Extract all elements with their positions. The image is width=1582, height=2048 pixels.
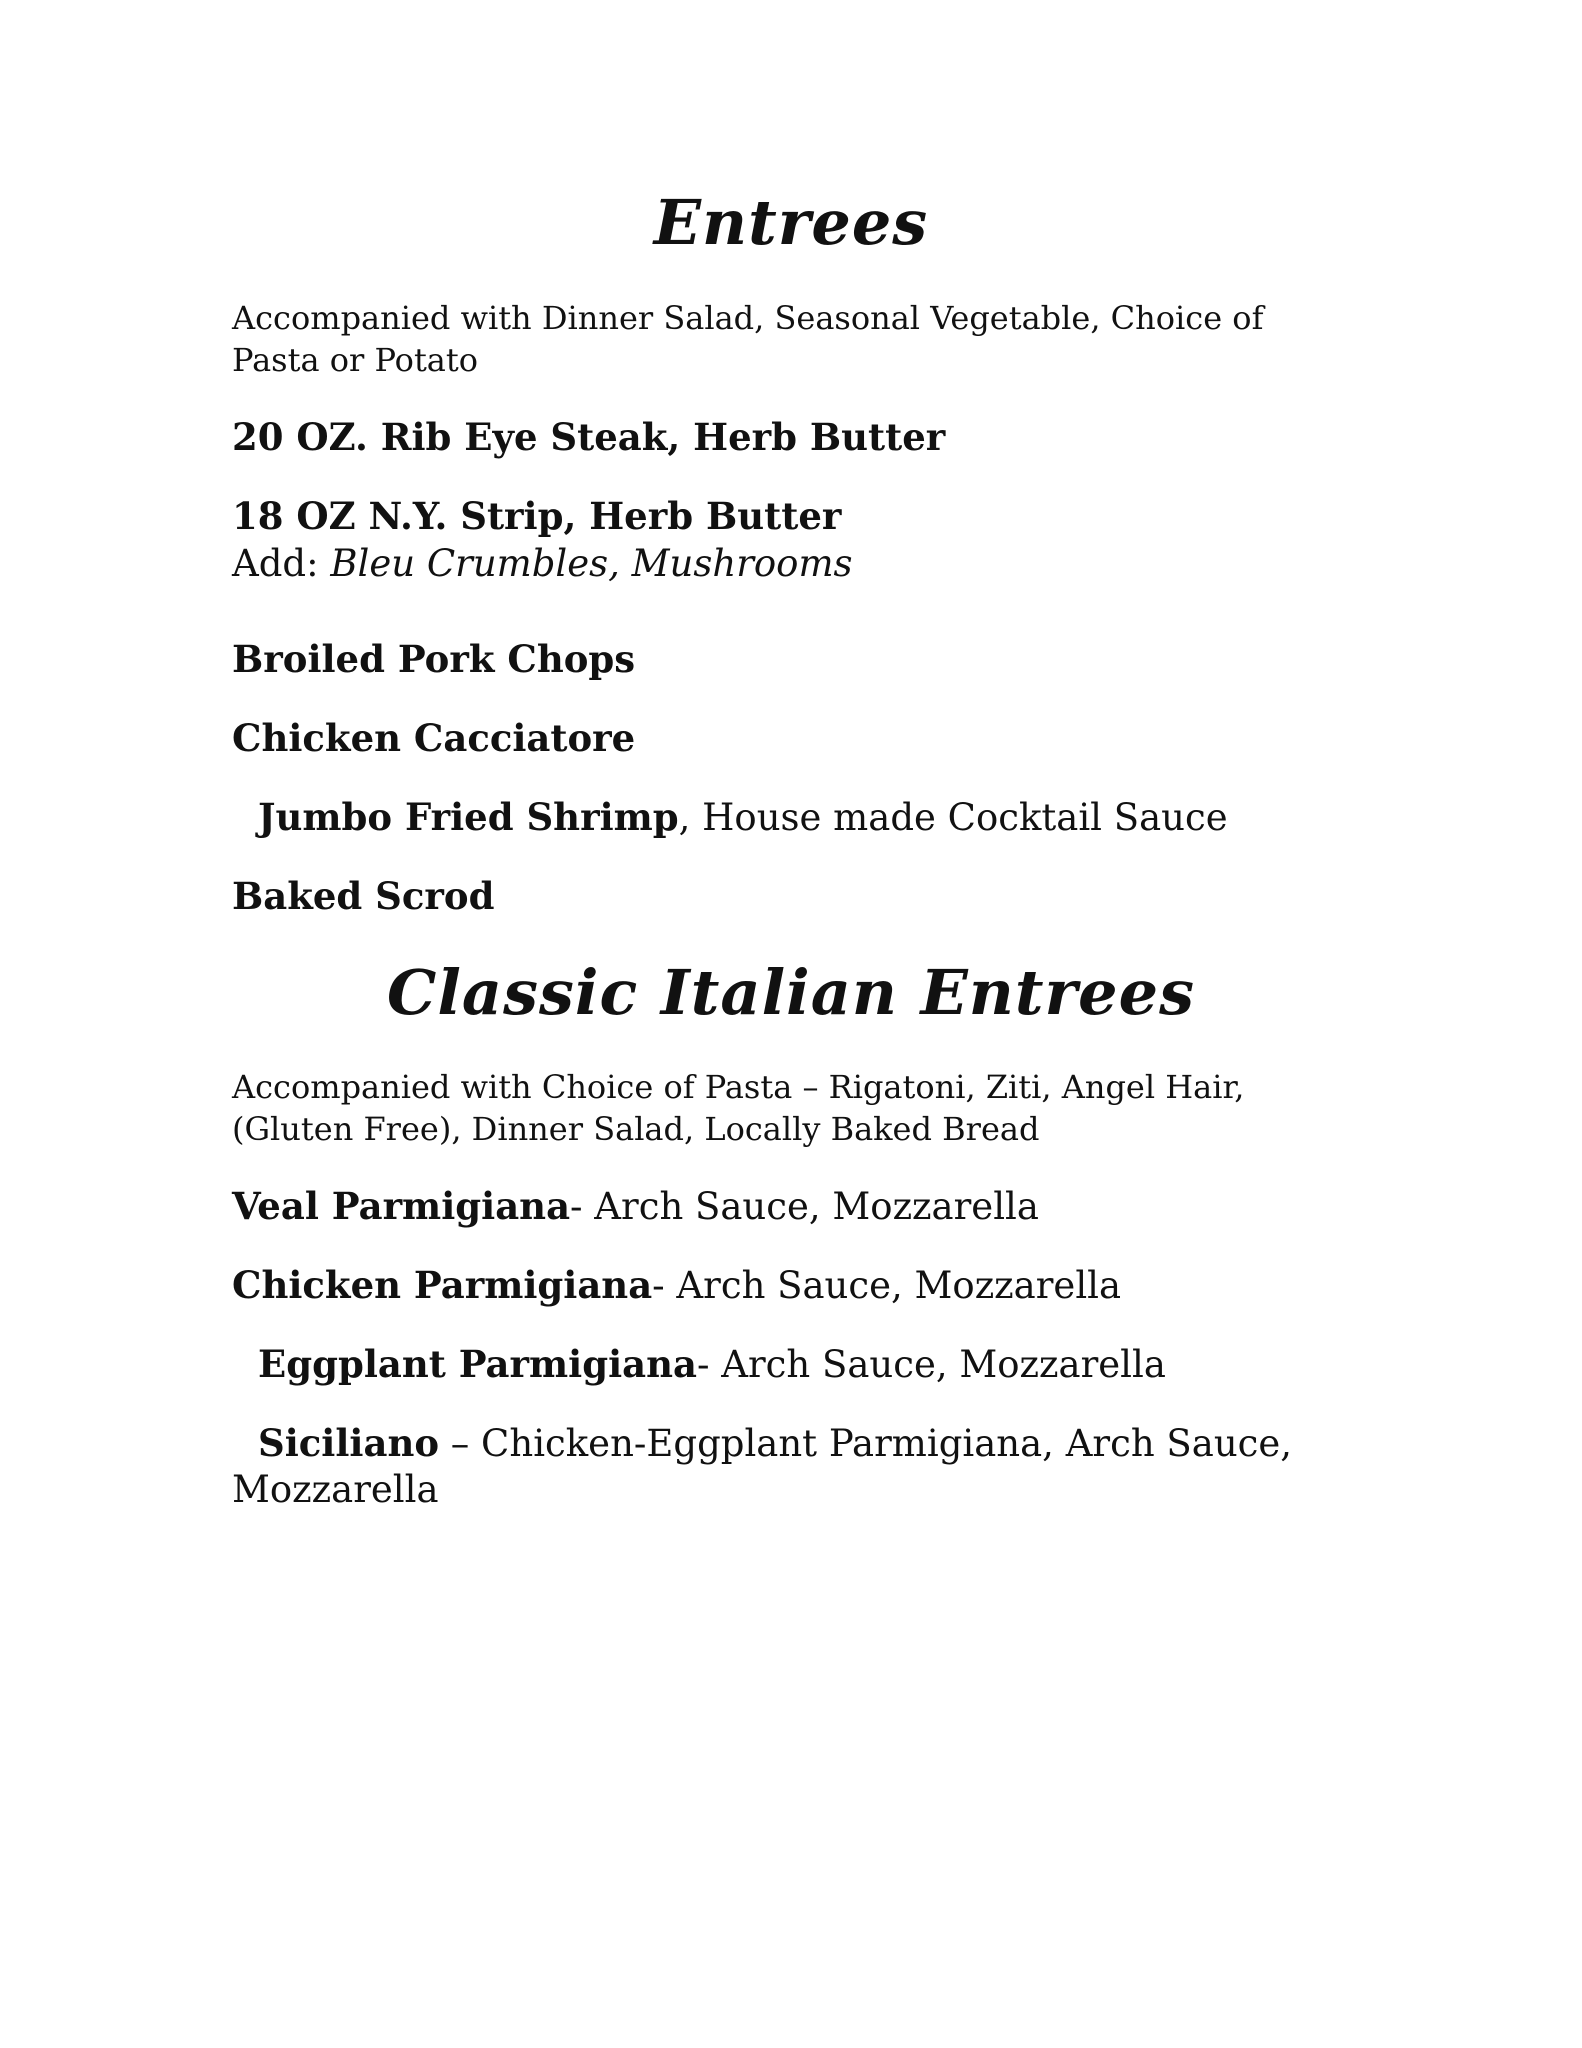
item-name: 18 OZ N.Y. Strip, Herb Butter [232,494,842,538]
menu-item [232,1262,1372,1309]
item-name: Baked Scrod [232,874,495,918]
item-name: Chicken Cacciatore [232,716,636,760]
menu-item [232,493,1372,540]
menu-item [258,1341,1398,1388]
addon-label: Add: [232,542,331,585]
item-name: Jumbo Fried Shrimp [258,795,679,839]
item-name: Eggplant Parmigiana [258,1342,697,1386]
menu-item [258,794,1398,841]
menu-item [232,1183,1372,1230]
menu-item [232,414,1372,461]
item-name: Broiled Pork Chops [232,637,636,681]
item-description: - Arch Sauce, Mozzarella [652,1264,1122,1307]
menu-item [232,1420,1332,1513]
item-description: , House made Cocktail Sauce [678,796,1228,839]
menu-item [232,873,1372,920]
item-description: - Arch Sauce, Mozzarella [697,1343,1166,1386]
addon-line [232,541,1372,587]
entrees-intro: Accompanied with Dinner Salad, Seasonal Vegetable, Choice of Pasta or Potato [232,299,1264,379]
italian-intro: Accompanied with Choice of Pasta – Rigatoni, Ziti, Angel Hair, (Gluten Free), Dinner Salad, Locally Baked Bread [232,1068,1245,1148]
item-description: - Arch Sauce, Mozzarella [570,1185,1039,1228]
item-name: Siciliano [258,1421,440,1465]
italian-entrees-heading: Classic Italian Entrees [387,956,1195,1029]
entrees-heading: Entrees [653,186,929,259]
item-name: Veal Parmigiana [232,1184,571,1228]
menu-item [232,715,1372,762]
addon-options: Bleu Crumbles, Mushrooms [330,542,853,585]
item-name: Chicken Parmigiana [232,1263,653,1307]
item-name: 20 OZ. Rib Eye Steak, Herb Butter [232,415,946,459]
menu-item [232,636,1372,683]
item-description: – Chicken-Eggplant Parmigiana, Arch Sauce, Mozzarella [232,1422,1293,1511]
